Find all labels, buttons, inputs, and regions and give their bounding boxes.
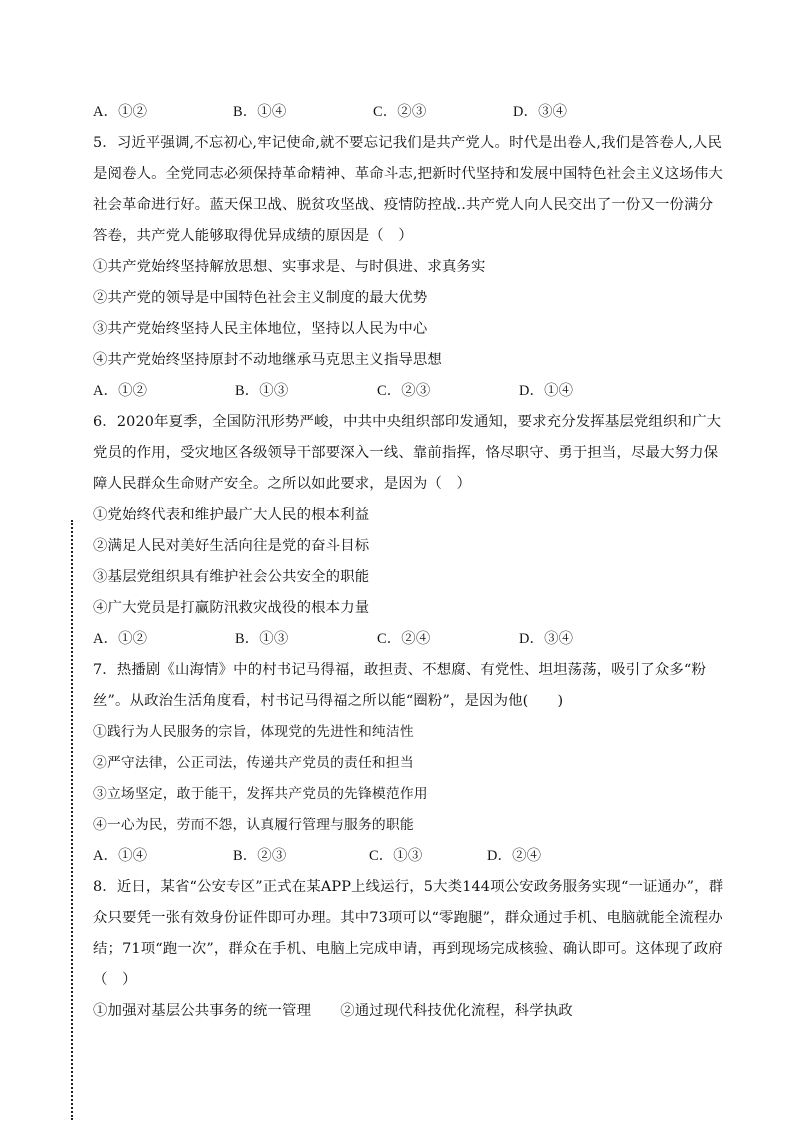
option-b[interactable]: B．①③ (235, 383, 289, 399)
option-b[interactable]: B．②③ (233, 848, 287, 864)
option-c[interactable]: C．①③ (369, 848, 423, 864)
option-c[interactable]: C．②③ (377, 383, 431, 399)
q5-stem-line: 社会革命进行好。蓝天保卫战、脱贫攻坚战、疫情防控战..共产党人向人民交出了一份又一份满分 (93, 197, 714, 213)
q8-stem-line: 众只要凭一张有效身份证件即可办理。其中73项可以“零跑腿”，群众通过手机、电脑就能全流程办 (93, 910, 723, 926)
q7-stem-line: 丝”。从政治生活角度看，村书记马得福之所以能“圈粉”，是因为他( ) (93, 693, 564, 709)
q7-statement: ③立场坚定，敢于能干，发挥共产党员的先锋模范作用 (93, 786, 428, 802)
q6-statement: ①党始终代表和维护最广大人民的根本利益 (93, 507, 370, 523)
q6-stem-line: 党员的作用，受灾地区各级领导干部要深入一线、靠前指挥，恪尽职守、勇于担当，尽最大努力保 (93, 445, 719, 461)
binding-margin-dotted-line (71, 520, 73, 1120)
q6-statement: ②满足人民对美好生活向往是党的奋斗目标 (93, 538, 370, 554)
q6-stem-line: 障人民群众生命财产安全。之所以如此要求，是因为（ ） (93, 476, 472, 492)
q8-stem-line: （ ） (93, 972, 137, 988)
option-a[interactable]: A．①② (93, 631, 148, 647)
option-b[interactable]: B．①④ (233, 104, 287, 120)
q6-statement: ④广大党员是打赢防汛救灾战役的根本力量 (93, 600, 370, 616)
q8-stem-line: 8．近日，某省“公安专区”正式在某APP上线运行，5大类144项公安政务服务实现“一证通办”，群 (93, 879, 724, 895)
q7-statement: ①践行为人民服务的宗旨，体现党的先进性和纯洁性 (93, 724, 414, 740)
q8-stem-line: 结；71项“跑一次”，群众在手机、电脑上完成申请，再到现场完成核验、确认即可。这体现了政府 (93, 941, 723, 957)
option-b[interactable]: B．①③ (235, 631, 289, 647)
option-a[interactable]: A．①② (93, 104, 148, 120)
q7-statement: ④一心为民，劳而不怨，认真履行管理与服务的职能 (93, 817, 414, 833)
q5-options (93, 376, 703, 407)
q7-statement: ②严守法律，公正司法，传递共产党员的责任和担当 (93, 755, 414, 771)
q5-statement: ③共产党始终坚持人民主体地位，坚持以人民为中心 (93, 321, 428, 337)
q7-stem-line: 7．热播剧《山海情》中的村书记马得福，敢担责、不想腐、有党性、坦坦荡荡，吸引了众多“粉 (93, 662, 706, 678)
option-d[interactable]: D．②④ (487, 848, 542, 864)
q5-stem-line: 答卷，共产党人能够取得优异成绩的原因是（ ） (93, 228, 413, 244)
q5-stem-line: 是阅卷人。全党同志必须保持革命精神、革命斗志,把新时代坚持和发展中国特色社会主义这场伟大 (93, 166, 723, 182)
q6-statement: ③基层党组织具有维护社会公共安全的职能 (93, 569, 370, 585)
option-a[interactable]: A．①④ (93, 848, 148, 864)
option-c[interactable]: C．②④ (377, 631, 431, 647)
option-d[interactable]: D．③④ (513, 104, 568, 120)
q5-stem-line: 5．习近平强调,不忘初心,牢记使命,就不要忘记我们是共产党人。时代是出卷人,我们是答卷人,人民 (93, 135, 723, 151)
question-5 (93, 128, 723, 407)
option-d[interactable]: D．③④ (519, 631, 574, 647)
prev-question-options (93, 97, 703, 128)
q7-options (93, 841, 703, 872)
q6-stem-line: 6．2020年夏季，全国防汛形势严峻，中共中央组织部印发通知，要求充分发挥基层党组织和广大 (93, 414, 722, 430)
q8-statements: ①加强对基层公共事务的统一管理 ②通过现代科技优化流程，科学执政 (93, 1003, 573, 1019)
option-c[interactable]: C．②③ (373, 104, 427, 120)
q5-statement: ④共产党始终坚持原封不动地继承马克思主义指导思想 (93, 352, 442, 368)
question-7 (93, 655, 706, 872)
q5-statement: ①共产党始终坚持解放思想、实事求是、与时俱进、求真务实 (93, 259, 486, 275)
option-d[interactable]: D．①④ (519, 383, 574, 399)
question-content (93, 97, 724, 1027)
q6-options (93, 624, 703, 655)
q5-statement: ②共产党的领导是中国特色社会主义制度的最大优势 (93, 290, 428, 306)
question-6 (93, 407, 722, 655)
option-a[interactable]: A．①② (93, 383, 148, 399)
question-8 (93, 872, 724, 1027)
